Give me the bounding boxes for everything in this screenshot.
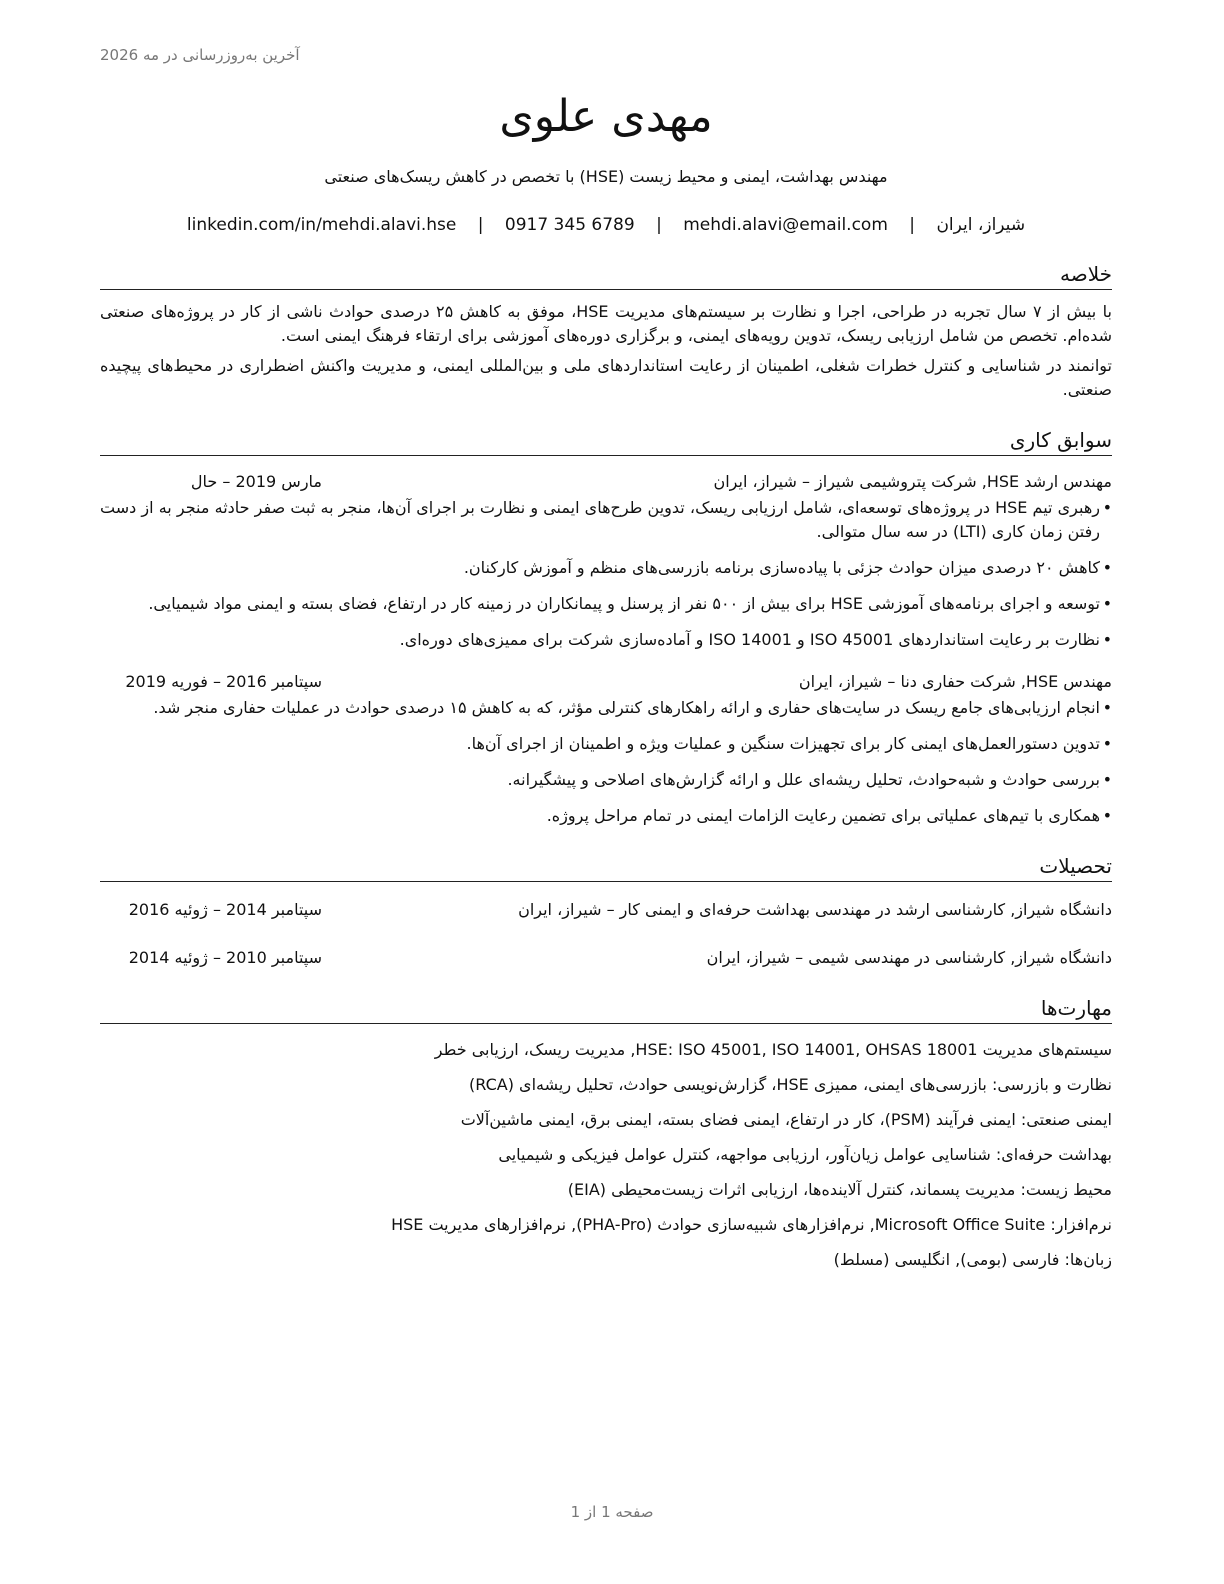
resume-page bbox=[100, 88, 1112, 1283]
skill-line: بهداشت حرفه‌ای: شناسایی عوامل زیان‌آور، ارزیابی مواجهه، کنترل عوامل فیزیکی و شیمیایی bbox=[498, 1145, 1112, 1165]
skill-line: ایمنی صنعتی: ایمنی فرآیند (PSM)، کار در ارتفاع، ایمنی فضای بسته، ایمنی برق، ایمنی ماشین‌آلات bbox=[460, 1110, 1112, 1130]
job-bullets bbox=[100, 696, 1112, 828]
contact-separator: | bbox=[909, 214, 916, 235]
skill-line: سیستم‌های مدیریت HSE: ISO 45001, ISO 14001, OHSAS 18001, مدیریت ریسک، ارزیابی خطر bbox=[434, 1040, 1112, 1060]
job-dates: مارس 2019 – حال bbox=[190, 472, 322, 492]
skill-line: محیط زیست: مدیریت پسماند، کنترل آلاینده‌ها، ارزیابی اثرات زیست‌محیطی (EIA) bbox=[567, 1180, 1112, 1200]
education-dates: سپتامبر 2010 – ژوئیه 2014 bbox=[128, 948, 322, 968]
page-number: صفحه 1 از 1 bbox=[570, 1503, 654, 1521]
experience-section-title: سوابق کاری bbox=[100, 428, 1112, 456]
education-heading: دانشگاه شیراز, کارشناسی ارشد در مهندسی بهداشت حرفه‌ای و ایمنی کار – شیراز، ایران bbox=[518, 900, 1112, 920]
summary-paragraph: با بیش از ۷ سال تجربه در طراحی، اجرا و نظارت بر سیستم‌های مدیریت HSE، موفق به کاهش ۲۵ درصدی حوادث ناشی از کار در پروژه‌های صنعتی شده‌ام. تخصص من شامل ارزیابی ریسک، تدوین رویه‌های ایمنی، و برگزاری دوره‌های آموزشی برای ارتقاء فرهنگ ایمنی است. bbox=[100, 302, 1112, 346]
contact-separator: | bbox=[477, 214, 484, 235]
summary-paragraph: توانمند در شناسایی و کنترل خطرات شغلی، اطمینان از رعایت استانداردهای ملی و بین‌المللی ایمنی، و مدیریت واکنش اضطراری در محیط‌های پیچیده صنعتی. bbox=[100, 356, 1112, 400]
job-bullet: • توسعه و اجرای برنامه‌های آموزشی HSE برای بیش از ۵۰۰ نفر از پرسنل و پیمانکاران در زمینه کار در ارتفاع، فضای بسته و ایمنی مواد شیمیایی. bbox=[100, 592, 1112, 616]
education-entry bbox=[100, 898, 1112, 922]
contact-email[interactable]: mehdi.alavi@email.com bbox=[683, 214, 888, 235]
candidate-name: مهدی علوی bbox=[499, 91, 713, 142]
job-bullets bbox=[100, 496, 1112, 652]
contact-line bbox=[100, 214, 1112, 236]
job-bullet: • کاهش ۲۰ درصدی میزان حوادث جزئی با پیاده‌سازی برنامه بازرسی‌های منظم و آموزش کارکنان. bbox=[100, 556, 1112, 580]
skill-line: نرم‌افزار: Microsoft Office Suite, نرم‌افزارهای شبیه‌سازی حوادث (PHA-Pro), نرم‌افزارهای مدیریت HSE bbox=[391, 1215, 1112, 1235]
education-dates: سپتامبر 2014 – ژوئیه 2016 bbox=[128, 900, 322, 920]
candidate-subtitle: مهندس بهداشت، ایمنی و محیط زیست (HSE) با تخصص در کاهش ریسک‌های صنعتی bbox=[324, 167, 888, 187]
job-heading: مهندس ارشد HSE, شرکت پتروشیمی شیراز – شیراز، ایران bbox=[713, 472, 1112, 492]
skills-list bbox=[100, 1038, 1112, 1272]
job-entry bbox=[100, 670, 1112, 828]
summary-section bbox=[100, 300, 1112, 402]
education-entry bbox=[100, 946, 1112, 970]
job-bullet: • رهبری تیم HSE در پروژه‌های توسعه‌ای، شامل ارزیابی ریسک، تدوین طرح‌های ایمنی و نظارت بر اجرای آن‌ها، منجر به ثبت صفر حادثه منجر به از دست رفتن زمان کاری (LTI) در سه سال متوالی. bbox=[100, 496, 1112, 544]
education-heading: دانشگاه شیراز, کارشناسی در مهندسی شیمی – شیراز، ایران bbox=[706, 948, 1112, 968]
job-entry bbox=[100, 470, 1112, 652]
contact-location: شیراز، ایران bbox=[936, 214, 1026, 235]
skill-line: زبان‌ها: فارسی (بومی), انگلیسی (مسلط) bbox=[833, 1250, 1112, 1270]
summary-section-title: خلاصه bbox=[100, 262, 1112, 290]
job-heading: مهندس HSE, شرکت حفاری دنا – شیراز، ایران bbox=[798, 672, 1112, 692]
skills-section-title: مهارت‌ها bbox=[100, 996, 1112, 1024]
job-bullet: • نظارت بر رعایت استانداردهای ISO 45001 و ISO 14001 و آماده‌سازی شرکت برای ممیزی‌های دوره‌ای. bbox=[100, 628, 1112, 652]
skill-line: نظارت و بازرسی: بازرسی‌های ایمنی، ممیزی HSE، گزارش‌نویسی حوادث، تحلیل ریشه‌ای (RCA) bbox=[469, 1075, 1112, 1095]
contact-linkedin[interactable]: linkedin.com/in/mehdi.alavi.hse bbox=[186, 214, 457, 235]
job-bullet: • تدوین دستورالعمل‌های ایمنی کار برای تجهیزات سنگین و عملیات ویژه و اطمینان از اجرای آن‌ها. bbox=[100, 732, 1112, 756]
job-bullet: • انجام ارزیابی‌های جامع ریسک در سایت‌های حفاری و ارائه راهکارهای کنترلی مؤثر، که به کاهش ۱۵ درصدی حوادث در عملیات حفاری منجر شد. bbox=[100, 696, 1112, 720]
job-bullet: • بررسی حوادث و شبه‌حوادث، تحلیل ریشه‌ای علل و ارائه گزارش‌های اصلاحی و پیشگیرانه. bbox=[100, 768, 1112, 792]
last-updated-note: آخرین به‌روزرسانی در مه 2026 bbox=[100, 46, 300, 64]
contact-phone[interactable]: 0917 345 6789 bbox=[504, 214, 635, 235]
job-dates: سپتامبر 2016 – فوریه 2019 bbox=[125, 672, 322, 692]
job-bullet: • همکاری با تیم‌های عملیاتی برای تضمین رعایت الزامات ایمنی در تمام مراحل پروژه. bbox=[100, 804, 1112, 828]
contact-separator: | bbox=[656, 214, 662, 235]
education-section-title: تحصیلات bbox=[100, 854, 1112, 882]
